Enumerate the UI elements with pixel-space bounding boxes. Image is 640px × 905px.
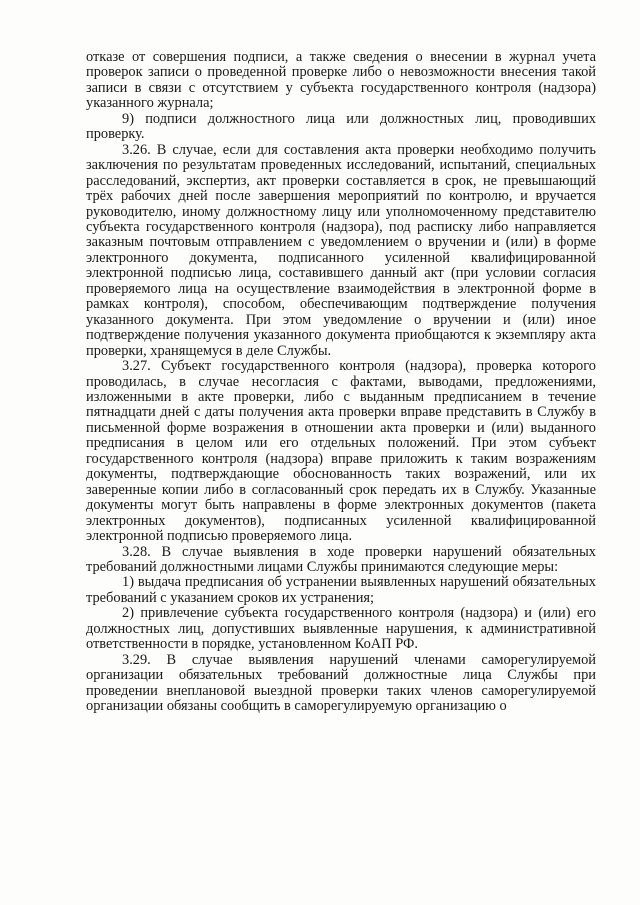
paragraph-3-28-item-1: 1) выдача предписания об устранении выявленных нарушений обязательных требований с указанием сроков их устранения;: [86, 574, 596, 606]
paragraph-3-26: 3.26. В случае, если для составления акта проверки необходимо получить заключения по результатам проведенных исследований, испытаний, специальных расследований, экспертиз, акт проверки составляется в срок, не превышающий трёх рабочих дней после завершения мероприятий по контролю, и вручается руководителю, иному должностному лицу или уполномоченному представителю субъекта государственного контроля (надзора), под расписку либо направляется заказным почтовым отправлением с уведомлением о вручении и (или) в форме электронного документа, подписанного усиленной квалифицированной электронной подписью лица, составившего данный акт (при условии согласия проверяемого лица на осуществление взаимодействия в электронной форме в рамках контроля), способом, обеспечивающим подтверждение получения указанного документа. При этом уведомление о вручении и (или) иное подтверждение получения указанного документа приобщаются к экземпляру акта проверки, хранящемуся в деле Службы.: [86, 141, 596, 359]
paragraph-3-28: 3.28. В случае выявления в ходе проверки нарушений обязательных требований должностными лицами Службы принимаются следующие меры:: [86, 543, 596, 575]
paragraph-3-29: 3.29. В случае выявления нарушений членами саморегулируемой организации обязательных требований должностные лица Службы при проведении внеплановой выездной проверки таких членов саморегулируемой организации обязаны сообщить в саморегулируемую организацию о: [86, 651, 596, 715]
document-body: [86, 50, 596, 714]
paragraph-3-28-item-2: 2) привлечение субъекта государственного контроля (надзора) и (или) его должностных лиц, допустивших выявленные нарушения, к административной ответственности в порядке, установленном КоАП РФ.: [86, 605, 596, 653]
paragraph-signature-continuation: отказе от совершения подписи, а также сведения о внесении в журнал учета проверок записи о проведенной проверке либо о невозможности внесения такой записи в связи с отсутствием у субъекта государственного контроля (надзора) указанного журнала;: [86, 49, 596, 112]
paragraph-3-27: 3.27. Субъект государственного контроля (надзора), проверка которого проводилась, в случае несогласия с фактами, выводами, предложениями, изложенными в акте проверки, либо с выданным предписанием в течение пятнадцати дней с даты получения акта проверки вправе представить в Службу в письменной форме возражения в отношении акта проверки и (или) выданного предписания в целом или его отдельных положений. При этом субъект государственного контроля (надзора) вправе приложить к таким возражениям документы, подтверждающие обоснованность таких возражений, или их заверенные копии либо в согласованный срок передать их в Службу. Указанные документы могут быть направлены в форме электронных документов (пакета электронных документов), подписанных усиленной квалифицированной электронной подписью проверяемого лица.: [86, 358, 596, 545]
paragraph-item-9: 9) подписи должностного лица или должностных лиц, проводивших проверку.: [86, 110, 596, 143]
